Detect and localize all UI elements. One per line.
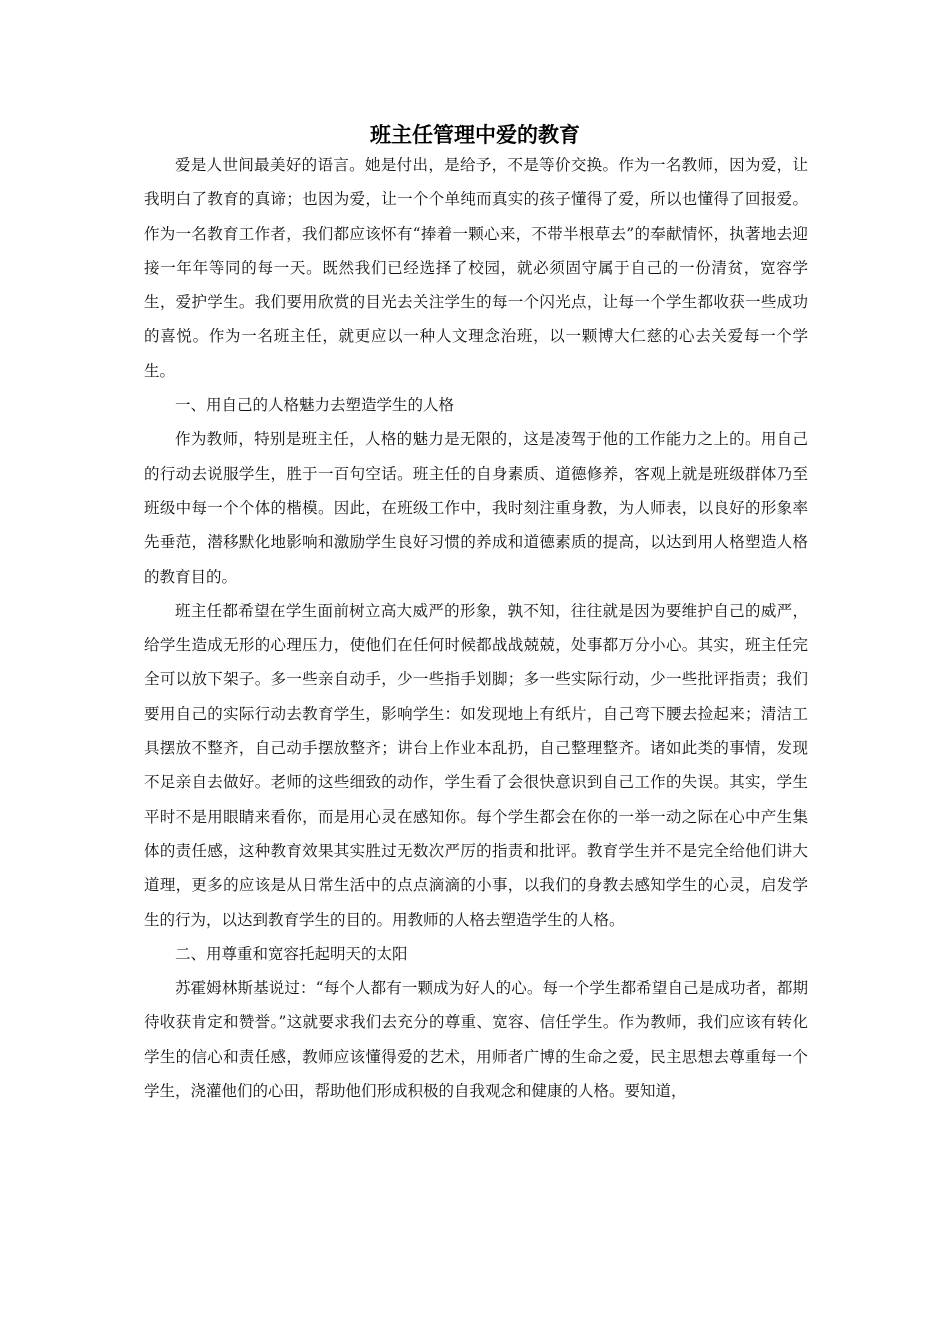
- paragraph-intro: 爱是人世间最美好的语言。她是付出，是给予，不是等价交换。作为一名教师，因为爱，让我明白了教育的真谛；也因为爱，让一个个单纯而真实的孩子懂得了爱，所以也懂得了回报爱。作为一名教育工作者，我们都应该怀有“捧着一颗心来，不带半根草去”的奉献情怀，执著地去迎接一年年等同的每一天。既然我们已经选择了校园，就必须固守属于自己的一份清贫，宽容学生，爱护学生。我们要用欣赏的目光去关注学生的每一个闪光点，让每一个学生都收获一些成功的喜悦。作为一名班主任，就更应以一种人文理念治班，以一颗博大仁慈的心去关爱每一个学生。: [144, 156, 808, 380]
- section-heading-1: 一、用自己的人格魅力去塑造学生的人格: [175, 396, 455, 415]
- section-heading-2: 二、用尊重和宽容托起明天的太阳: [175, 944, 408, 963]
- paragraph-section1-b: 班主任都希望在学生面前树立高大威严的形象，孰不知，往往就是因为要维护自己的威严，给学生造成无形的心理压力，使他们在任何时候都战战兢兢，处事都万分小心。其实，班主任完全可以放下架子。多一些亲自动手，少一些指手划脚；多一些实际行动，少一些批评指责；我们要用自己的实际行动去教育学生，影响学生：如发现地上有纸片，自己弯下腰去捡起来；清洁工具摆放不整齐，自己动手摆放整齐；讲台上作业本乱扔，自己整理整齐。诸如此类的事情，发现不足亲自去做好。老师的这些细致的动作，学生看了会很快意识到自己工作的失误。其实，学生平时不是用眼睛来看你，而是用心灵在感知你。每个学生都会在你的一举一动之际在心中产生集体的责任感，这种教育效果其实胜过无数次严厉的指责和批评。教育学生并不是完全给他们讲大道理，更多的应该是从日常生活中的点点滴滴的小事，以我们的身教去感知学生的心灵，启发学生的行为，以达到教育学生的目的。用教师的人格去塑造学生的人格。: [144, 601, 808, 929]
- document-body: [144, 148, 808, 1108]
- paragraph-section1-a: 作为教师，特别是班主任，人格的魅力是无限的，这是凌驾于他的工作能力之上的。用自己的行动去说服学生，胜于一百句空话。班主任的自身素质、道德修养，客观上就是班级群体乃至班级中每一个个体的楷模。因此，在班级工作中，我时刻注重身教，为人师表，以良好的形象率先垂范，潜移默化地影响和激励学生良好习惯的养成和道德素质的提高，以达到用人格塑造人格的教育目的。: [144, 430, 808, 586]
- document-title: 班主任管理中爱的教育: [370, 122, 580, 147]
- paragraph-section2-a: 苏霍姆林斯基说过：“每个人都有一颗成为好人的心。每一个学生都希望自己是成功者，都期待收获肯定和赞誉。”这就要求我们去充分的尊重、宽容、信任学生。作为教师，我们应该有转化学生的信心和责任感，教师应该懂得爱的艺术，用师者广博的生命之爱，民主思想去尊重每一个学生，浇灌他们的心田，帮助他们形成积极的自我观念和健康的人格。要知道，: [144, 979, 808, 1101]
